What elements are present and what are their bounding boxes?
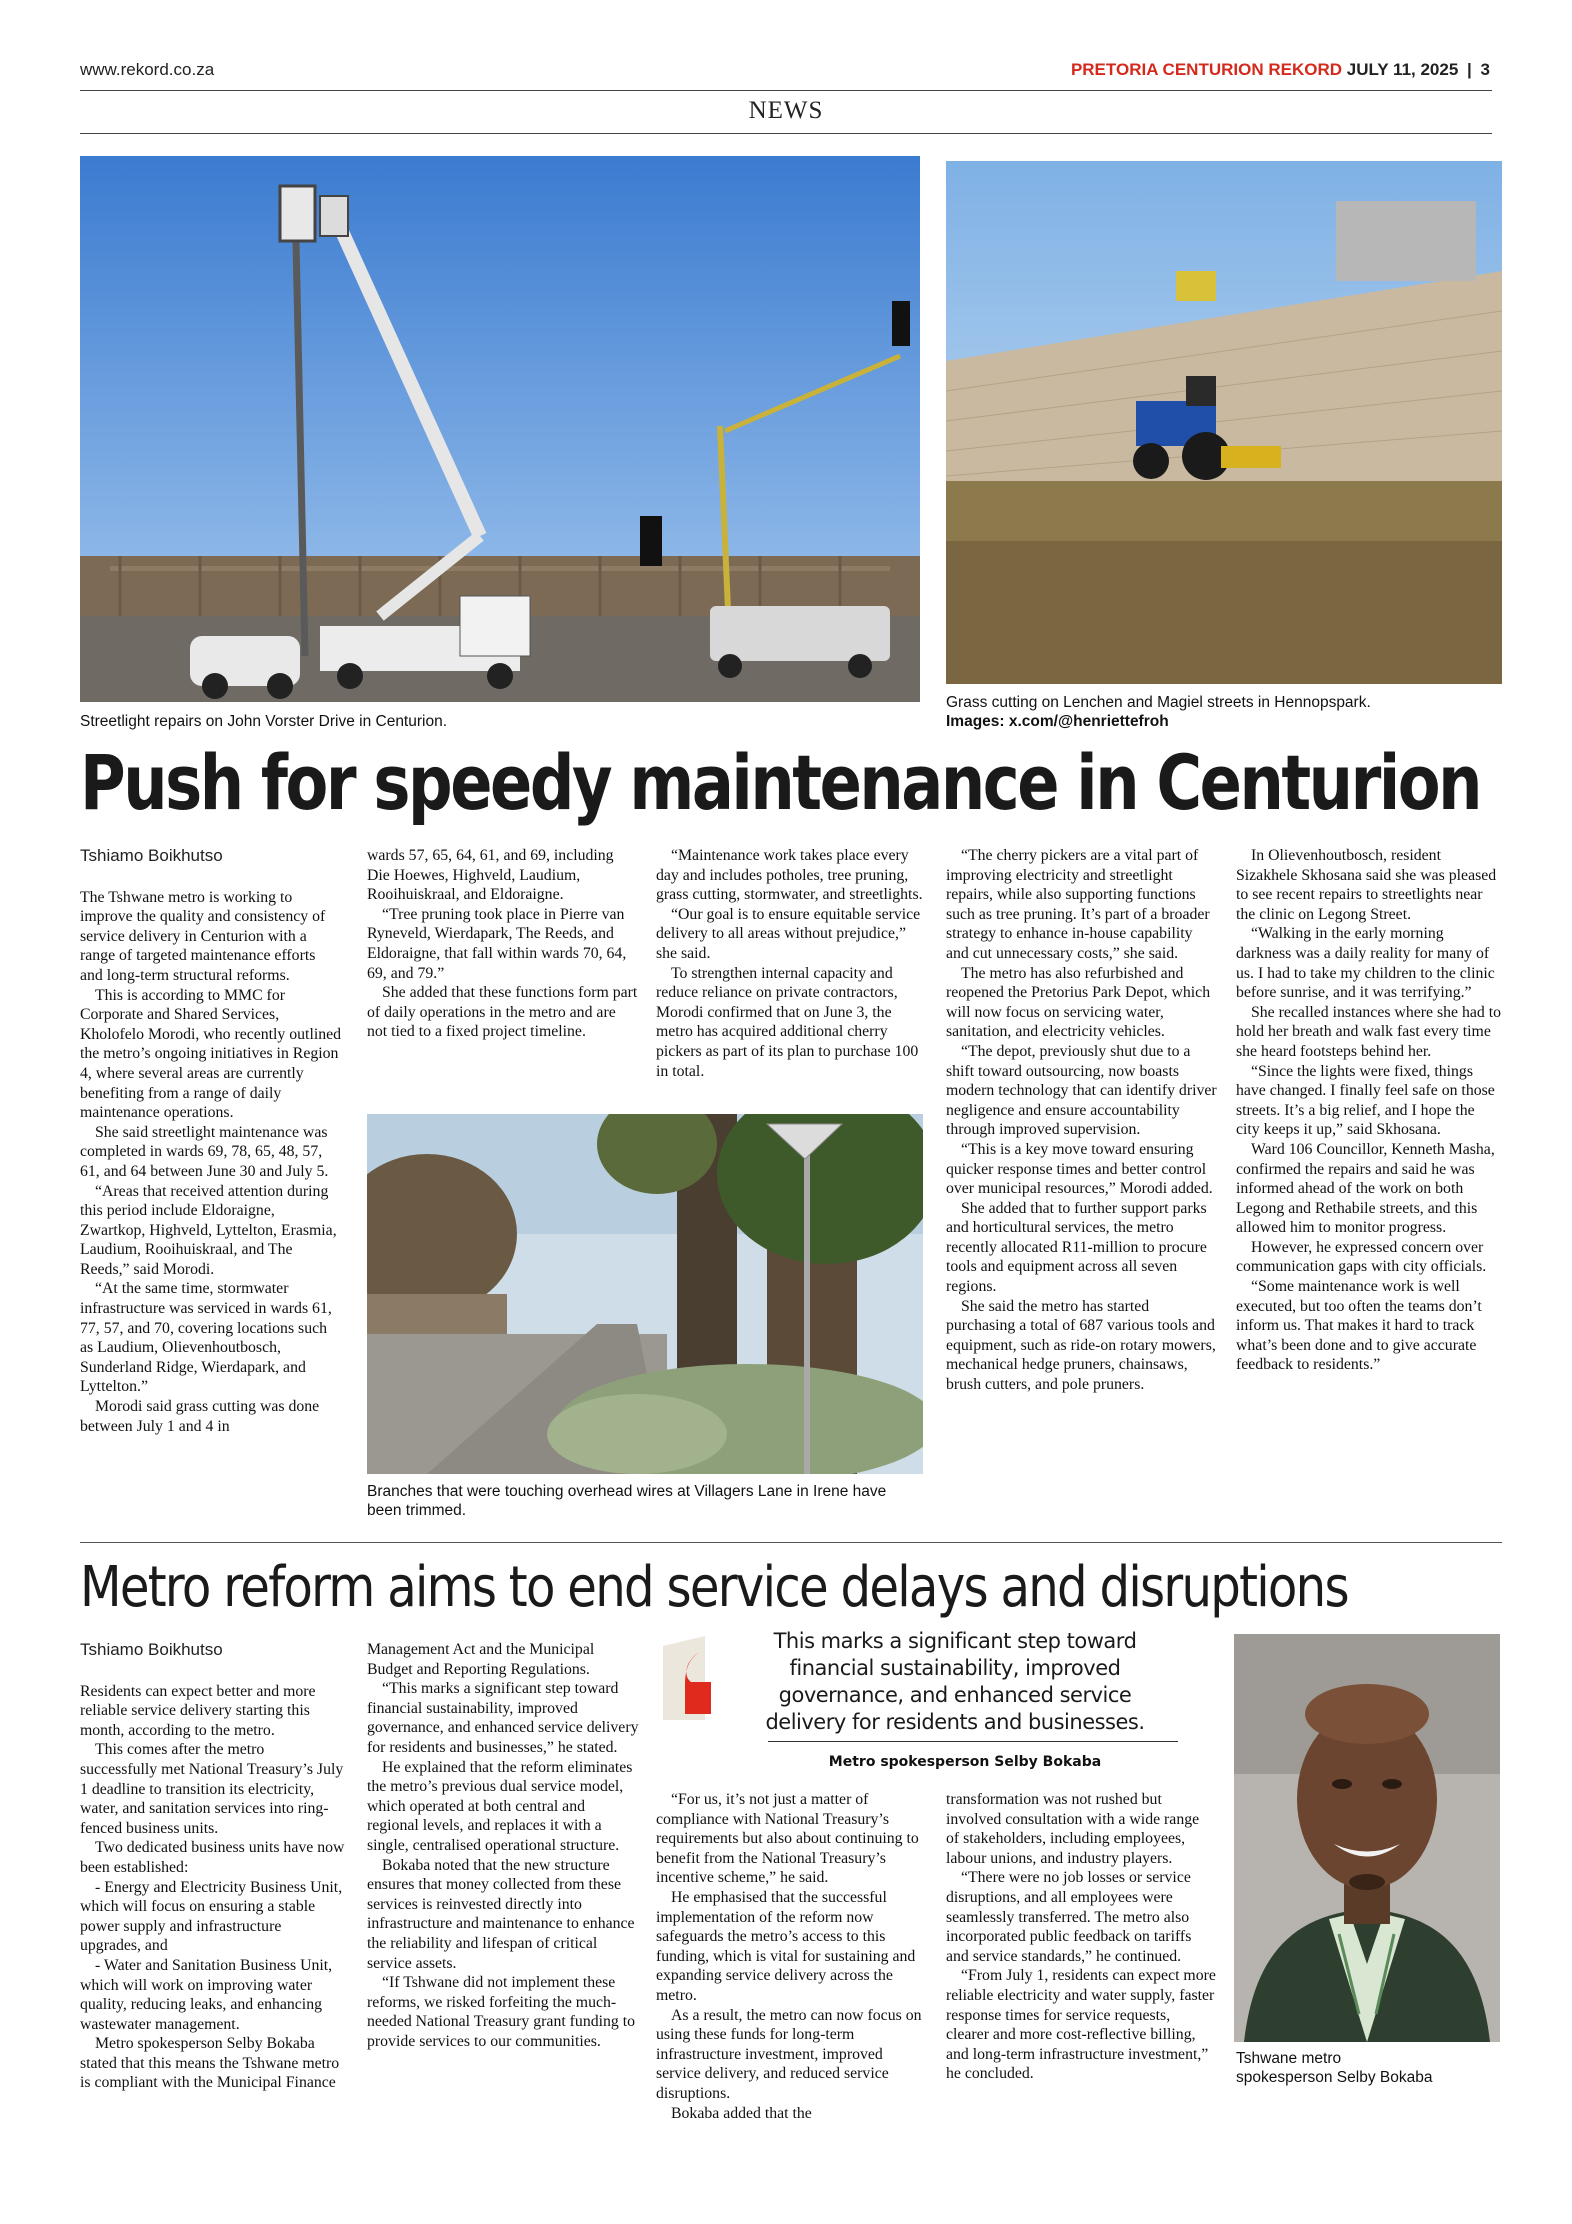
story1-paragraph: “Areas that received attention during this period include Eldoraigne, Zwartkop, Highveld, Lyttelton, Erasmia, Laudium, Rooihuiskraal, and The Reeds,” said Morodi. [80,1182,337,1278]
story2-paragraph: This comes after the metro successfully met National Treasury’s July 1 deadline to transition its electricity, water, and sanitation services into ring-fenced business units. [80,1741,344,1837]
story1-paragraph: “Tree pruning took place in Pierre van Ryneveld, Wierdapark, The Reeds, and Eldoraigne, that fall within wards 70, 64, 69, and 79.” [367,905,627,982]
pullquote-attribution: Metro spokesperson Selby Bokaba [828,1754,1102,1770]
story1-paragraph: The Tshwane metro is working to improve the quality and consistency of service delivery in Centurion with a range of targeted maintenance efforts and long-term structural reforms. [80,888,326,984]
story1-paragraph: Ward 106 Councillor, Kenneth Masha, confirmed the repairs and said he was informed ahead of the work on both Legong and Rethabile streets, and this allowed him to monitor progress. [1236,1140,1495,1237]
story1-column-3 [656,846,926,1081]
story1-paragraph: She said streetlight maintenance was completed in wards 69, 78, 65, 48, 57, 61, and 64 between June 30 and July 5. [80,1123,329,1180]
story1-paragraph: She added that these functions form part of daily operations in the metro and are not tied to a fixed project timeline. [367,984,638,1041]
story2-column-1 [80,1640,345,2093]
story1-column-2 [367,846,639,1042]
story2-paragraph: - Energy and Electricity Business Unit, which will focus on ensuring a stable power supply and infrastructure upgrades, and [80,1878,343,1955]
story1-paragraph: “At the same time, stormwater infrastructure was serviced in wards 61, 77, 57, and 70, covering locations such as Laudium, Olievenhoutbosch, Sunderland Ridge, Wierdapark, and Lyttelton.” [80,1280,332,1396]
story1-headline: Push for speedy maintenance in Centurion [80,738,1481,827]
story1-paragraph: “Walking in the early morning darkness was a daily reality for many of us. I had to take my children to the clinic before sunrise, and it was terrifying.” [1236,925,1495,1002]
portrait-caption: Tshwane metro spokesperson Selby Bokaba [1236,2050,1433,2086]
story1-paragraph: She recalled instances where she had to hold her breath and walk fast every time she heard footsteps behind her. [1236,1003,1502,1060]
story2-paragraph: He emphasised that the successful implementation of the reform now safeguards the metro’s access to this funding, which is vital for sustaining and expanding service delivery across the metro. [656,1888,916,2004]
grass-cutting-photo [946,161,1502,684]
issue-date: JULY 11, 2025 [1346,60,1459,79]
story2-paragraph: - Water and Sanitation Business Unit, which will work on improving water quality, reducing leaks, and enhancing wastewater management. [80,1956,333,2033]
story2-paragraph: “If Tshwane did not implement these reforms, we risked forfeiting the much-needed National Treasury grant funding to provide services to our communities. [367,1974,636,2050]
story2-paragraph: “From July 1, residents can expect more reliable electricity and water supply, faster response times for service requests, clearer and more cost-reflective billing, and long-term infrastructure investment,” he concluded. [946,1967,1216,2083]
story2-paragraph: Management Act and the Municipal Budget and Reporting Regulations. [367,1641,595,1678]
story1-paragraph: The metro has also refurbished and reopened the Pretorius Park Depot, which will now focus on servicing water, sanitation, and electricity vehicles. [946,964,1211,1041]
story1-paragraph: However, he expressed concern over communication gaps with city officials. [1236,1238,1487,1276]
story1-column-5 [1236,846,1502,1375]
story2-paragraph: “This marks a significant step toward financial sustainability, improved governance, and enhanced service delivery for residents and businesses,” he stated. [367,1680,639,1756]
header-rule [80,90,1492,91]
pullquote-mark-icon [655,1632,725,1722]
story2-headline: Metro reform aims to end service delays and disruptions [80,1555,1348,1620]
story2-byline: Tshiamo Boikhutso [80,1640,223,1659]
photo-credit: Images: x.com/@henriettefroh [946,713,1169,730]
story1-column-4 [946,846,1218,1395]
story2-paragraph: “For us, it’s not just a matter of compliance with National Treasury’s requirements but also about continuing to benefit from the National Treasury’s incentive scheme,” he said. [656,1791,919,1887]
section-rule [80,133,1492,134]
story1-paragraph: She added that to further support parks and horticultural services, the metro recently allocated R11-million to procure tools and equipment across all seven regions. [946,1199,1207,1296]
story2-column-3 [656,1790,926,2123]
story2-paragraph: Residents can expect better and more reliable service delivery starting this month, according to the metro. [80,1682,316,1739]
story2-paragraph: “There were no job losses or service disruptions, and all employees were seamlessly transferred. The metro also incorporated public feedback on tariffs and service standards,” he continued. [946,1869,1192,1965]
story1-paragraph: Morodi said grass cutting was done between July 1 and 4 in [80,1398,320,1435]
streetlight-photo-caption: Streetlight repairs on John Vorster Drive in Centurion. [80,713,448,730]
streetlight-repair-photo [80,156,920,702]
story-divider [80,1542,1502,1543]
story1-byline: Tshiamo Boikhutso [80,846,223,865]
story1-paragraph: “The cherry pickers are a vital part of improving electricity and streetlight repairs, while also supporting functions such as tree pruning. It’s part of a broader strategy to enhance in-house capability and cut unnecessary costs,” she said. [946,847,1210,962]
story2-paragraph: transformation was not rushed but involved consultation with a wide range of stakeholders, including employees, labour unions, and industry players. [946,1791,1200,1867]
story1-paragraph: “This is a key move toward ensuring quicker response times and better control over municipal resources,” Morodi added. [946,1140,1213,1198]
story1-column-1 [80,846,342,1436]
website-url[interactable]: www.rekord.co.za [80,60,215,79]
story1-paragraph: She said the metro has started purchasing a total of 687 various tools and equipment, such as ride-on rotary mowers, mechanical hedge pruners, chainsaws, brush cutters, and pole pruners. [946,1297,1216,1394]
story1-paragraph: In Olievenhoutbosch, resident Sizakhele Skhosana said she was pleased to see recent repairs to streetlights near the clinic on Legong Street. [1236,847,1497,923]
story1-paragraph: “Some maintenance work is well executed, but too often the teams don’t inform us. That makes it hard to track what’s been done and to give accurate feedback to residents.” [1236,1278,1482,1374]
header-separator: | [1467,60,1472,79]
grass-photo-caption: Grass cutting on Lenchen and Magiel streets in Hennopspark. [946,694,1371,711]
story2-paragraph: He explained that the reform eliminates the metro’s previous dual service model, which operated at both central and regional levels, and replaces it with a single, centralised operational structure. [367,1758,633,1854]
story2-column-4 [946,1790,1216,2084]
masthead-info [1071,60,1490,80]
story2-paragraph: Bokaba noted that the new structure ensures that money collected from these services is reinvested directly into infrastructure and maintenance to enhance the reliability and lifespan of critical service assets. [367,1856,635,1972]
tree-photo-caption: Branches that were touching overhead wires at Villagers Lane in Irene have been trimmed. [367,1483,887,1519]
story1-paragraph: “The depot, previously shut due to a shift toward outsourcing, now boasts modern technology that can identify driver negligence and ensure accountability through improved supervision. [946,1042,1217,1139]
story1-paragraph: To strengthen internal capacity and reduce reliance on private contractors, Morodi confirmed that on June 3, the metro has acquired additional cherry pickers as part of its plan to purchase 100 in total. [656,964,919,1080]
spokesperson-portrait-photo [1234,1634,1500,2042]
story2-paragraph: Metro spokesperson Selby Bokaba stated that this means the Tshwane metro is compliant with the Municipal Finance [80,2035,340,2092]
story1-paragraph: This is according to MMC for Corporate and Shared Services, Kholofelo Morodi, who recently outlined the metro’s ongoing initiatives in Region 4, where several areas are currently benefiting from a range of daily maintenance operations. [80,986,342,1122]
story1-paragraph: “Maintenance work takes place every day and includes potholes, tree pruning, grass cutting, stormwater, and streetlights. [656,847,923,904]
publication-name: PRETORIA CENTURION REKORD [1070,60,1343,79]
page-number: 3 [1480,60,1490,79]
pullquote-text: This marks a significant step toward financial sustainability, improved governance, and enhanced service delivery for residents and businesses. [765,1629,1145,1734]
story2-column-2 [367,1640,639,2051]
story1-paragraph: wards 57, 65, 64, 61, and 69, including Die Hoewes, Highveld, Laudium, Rooihuiskraal, and Eldoraigne. [367,847,614,904]
story1-paragraph: “Our goal is to ensure equitable service delivery to all areas without prejudice,” she said. [656,905,921,962]
story2-paragraph: As a result, the metro can now focus on using these funds for long-term infrastructure investment, improved service delivery, and reduced service disruptions. [656,2006,922,2102]
section-label: NEWS [748,97,824,124]
story2-paragraph: Bokaba added that the [671,2104,812,2122]
story2-paragraph: Two dedicated business units have now been established: [80,1839,345,1876]
tree-trimming-photo [367,1114,923,1474]
story1-paragraph: “Since the lights were fixed, things have changed. I finally feel safe on those streets. It’s a big relief, and I hope the city keeps it up,” said Skhosana. [1236,1062,1495,1139]
pullquote-rule [768,1741,1178,1742]
